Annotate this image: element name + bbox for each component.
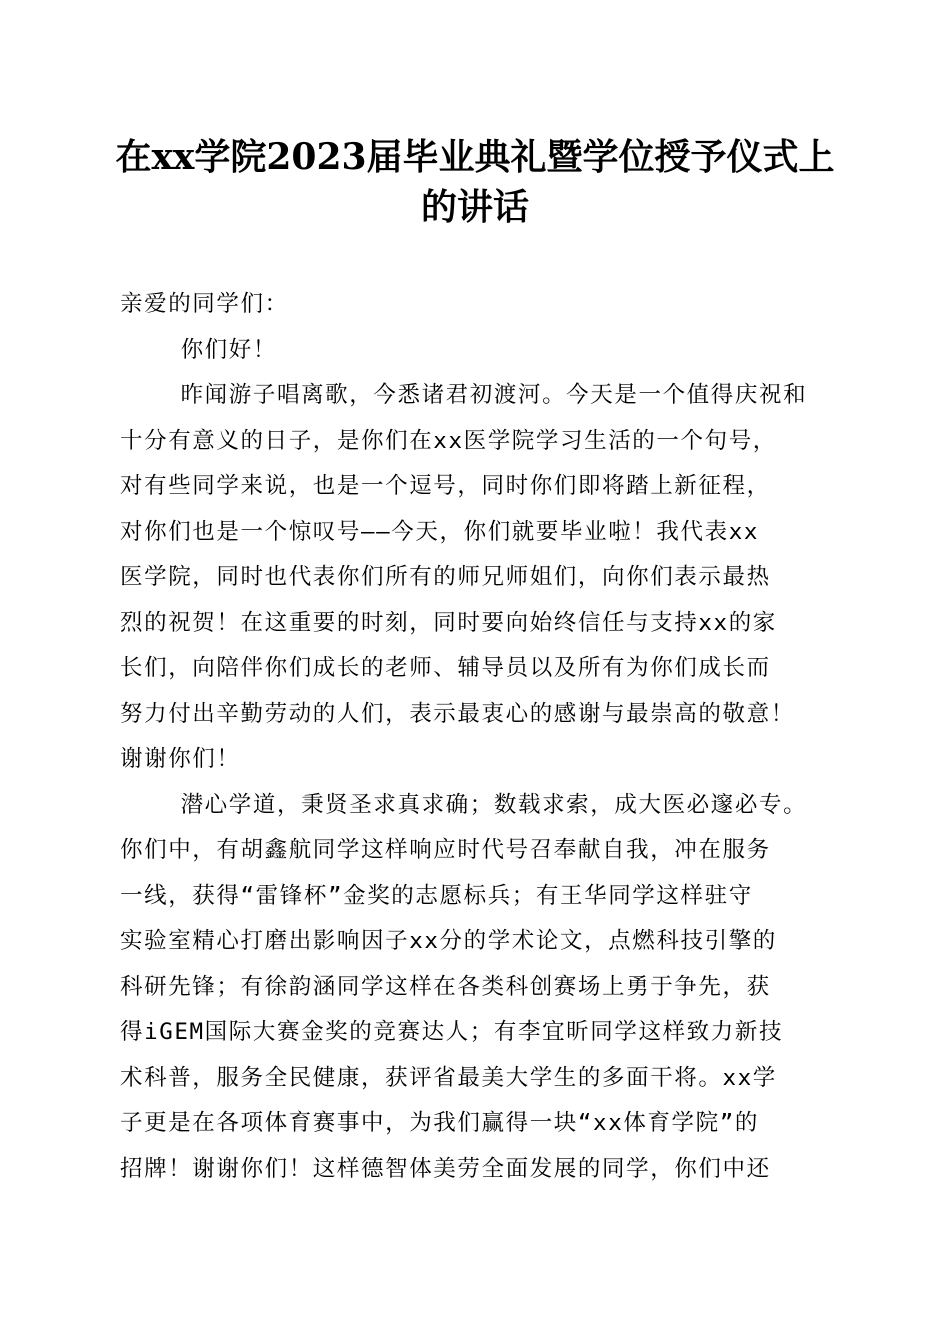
body-line: 子更是在各项体育赛事中，为我们赢得一块“xx体育学院”的 xyxy=(120,1110,759,1136)
salutation: 亲爱的同学们： xyxy=(120,291,289,317)
speech-body xyxy=(120,282,840,1192)
greeting: 你们好！ xyxy=(120,336,277,363)
body-line: 努力付出辛勤劳动的人们，表示最衷心的感谢与最崇高的敬意！ xyxy=(120,700,795,727)
document-title xyxy=(100,132,850,232)
body-line: 你们中，有胡鑫航同学这样响应时代号召奉献自我，冲在服务 xyxy=(120,837,771,863)
body-line: 烈的祝贺！在这重要的时刻，同时要向始终信任与支持xx的家 xyxy=(120,609,777,636)
body-line: 得iGEM国际大赛金奖的竞赛达人；有李宜昕同学这样致力新技 xyxy=(120,1019,784,1045)
body-line: 术科普，服务全民健康，获评省最美大学生的多面干将。xx学 xyxy=(120,1064,777,1091)
body-line: 实验室精心打磨出影响因子xx分的学术论文，点燃科技引擎的 xyxy=(120,928,777,954)
body-line: 一线，获得“雷锋杯”金奖的志愿标兵；有王华同学这样驻守 xyxy=(120,882,753,909)
body-line: 昨闻游子唱离歌，今悉诸君初渡河。今天是一个值得庆祝和 xyxy=(120,382,808,408)
body-line: 潜心学道，秉贤圣求真求确；数载求索，成大医必邃必专。 xyxy=(120,791,808,818)
body-line: 长们，向陪伴你们成长的老师、辅导员以及所有为你们成长而 xyxy=(120,655,771,681)
body-line: 招牌！谢谢你们！这样德智体美劳全面发展的同学，你们中还 xyxy=(120,1155,771,1182)
body-line: 谢谢你们！ xyxy=(120,746,241,772)
title-line-2: 的讲话 xyxy=(420,186,529,228)
title-line-1: 在xx学院2023届毕业典礼暨学位授予仪式上 xyxy=(115,136,835,178)
body-line: 对有些同学来说，也是一个逗号，同时你们即将踏上新征程， xyxy=(120,473,771,499)
body-line: 十分有意义的日子，是你们在xx医学院学习生活的一个句号， xyxy=(120,427,777,454)
body-line: 科研先锋；有徐韵涵同学这样在各类科创赛场上勇于争先，获 xyxy=(120,973,771,1000)
body-line: 医学院，同时也代表你们所有的师兄师姐们，向你们表示最热 xyxy=(120,564,771,590)
body-line: 对你们也是一个惊叹号——今天，你们就要毕业啦！我代表xx xyxy=(120,518,759,545)
